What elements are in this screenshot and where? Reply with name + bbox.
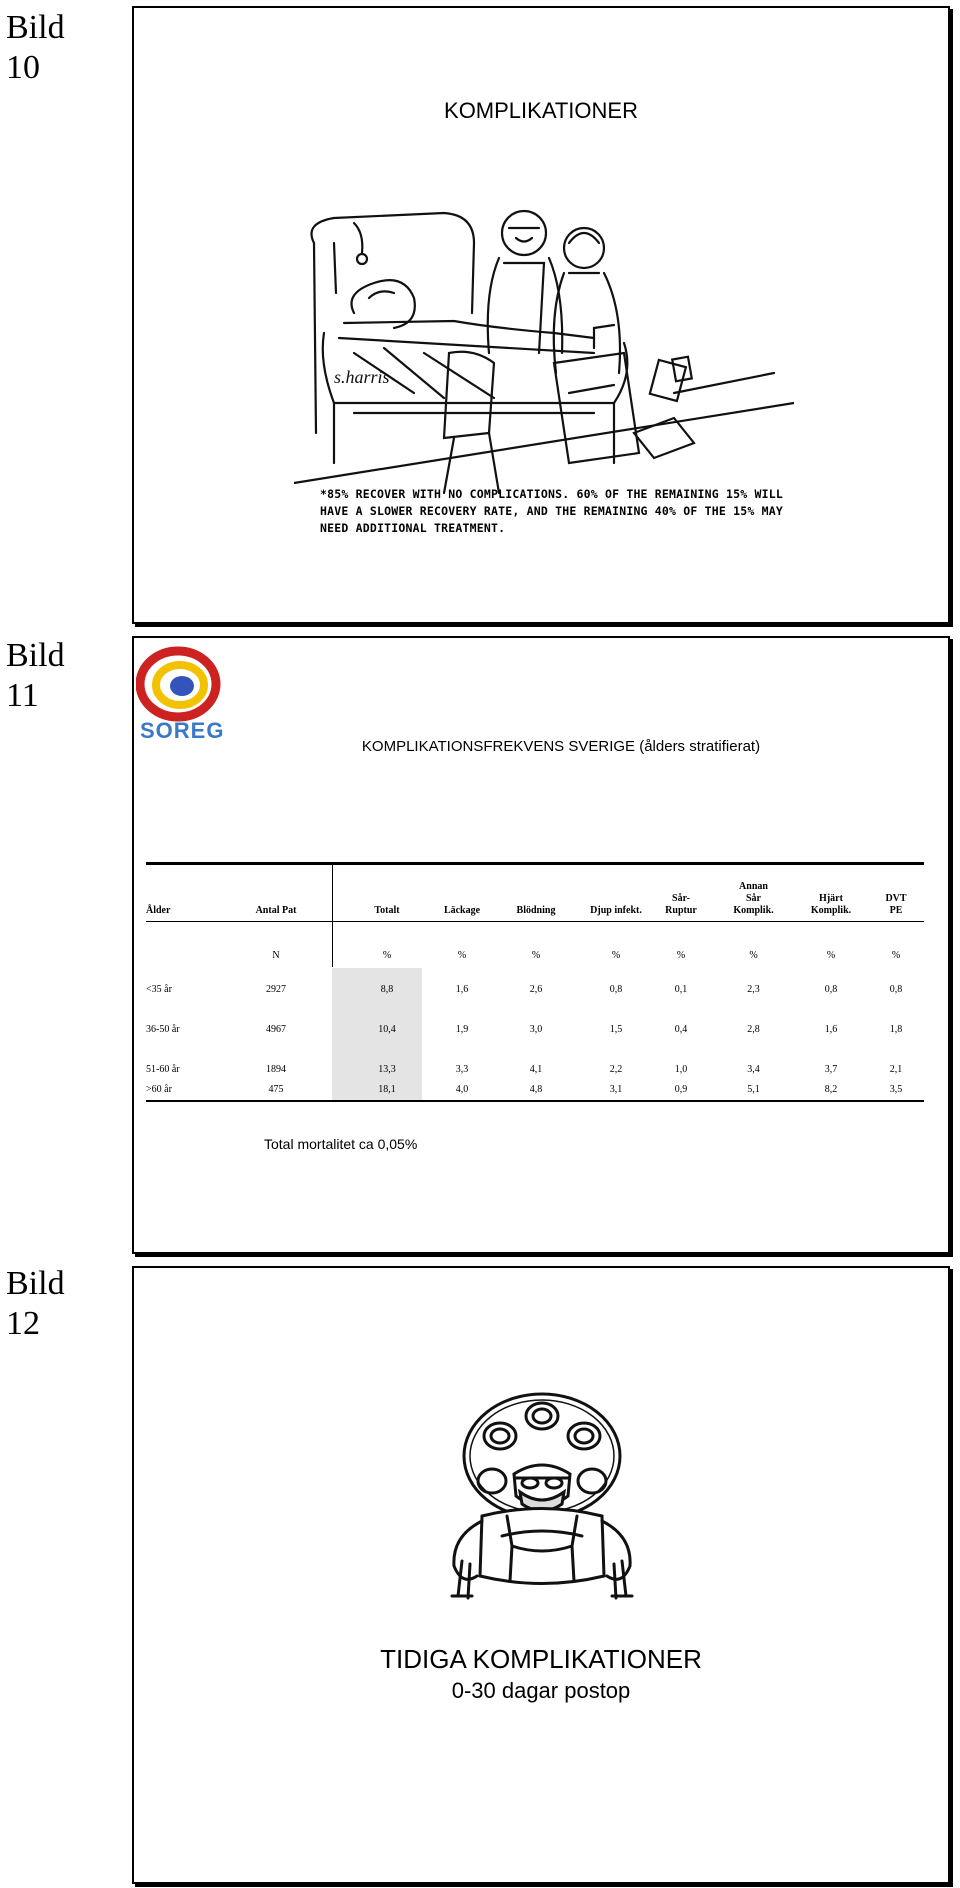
table-row — [146, 1060, 924, 1080]
slide-label-12: Bild 12 — [6, 1265, 65, 1342]
row-value: 8,2 — [824, 1084, 838, 1095]
unit-cell: % — [531, 950, 541, 961]
mortality-footnote: Total mortalitet ca 0,05% — [264, 1136, 418, 1152]
row-value: 0,1 — [674, 984, 688, 995]
row-age: <35 år — [146, 984, 172, 995]
row-value: 2,1 — [889, 1064, 903, 1075]
row-value: 3,7 — [824, 1064, 838, 1075]
soreg-logo-text: SOREG — [140, 718, 225, 743]
row-value: 0,8 — [609, 984, 623, 995]
table-row — [146, 1020, 924, 1040]
complication-table — [146, 862, 924, 1102]
row-value: 4,0 — [455, 1084, 469, 1095]
row-value: 4,8 — [529, 1084, 543, 1095]
row-value: 5,1 — [747, 1084, 760, 1095]
slide-title: TIDIGA KOMPLIKATIONER — [380, 1644, 702, 1674]
row-value: 3,1 — [609, 1084, 623, 1095]
header-cell: Blödning — [516, 905, 556, 916]
row-age: >60 år — [146, 1084, 172, 1095]
row-value: 2,2 — [609, 1064, 623, 1075]
row-value: 3,5 — [889, 1084, 903, 1095]
header-cell: Djup infekt. — [590, 905, 642, 916]
left-vertical-rule — [332, 919, 333, 967]
slide-title: KOMPLIKATIONER — [444, 98, 638, 123]
cartoon-signature: s.harris — [334, 367, 390, 387]
row-value: 1,6 — [455, 984, 469, 995]
table-bottom-rule — [146, 1100, 924, 1102]
slide-12 — [132, 1266, 950, 1884]
header-cell: Antal Pat — [255, 905, 297, 916]
header-cell: Ålder — [146, 905, 171, 916]
row-value: 4,1 — [529, 1064, 543, 1075]
unit-cell: N — [272, 950, 280, 961]
slide-title: KOMPLIKATIONSFREKVENS SVERIGE (ålders stratifierat) — [361, 738, 761, 755]
row-value: 3,3 — [455, 1064, 469, 1075]
unit-cell: % — [891, 950, 901, 961]
unit-cell: % — [382, 950, 392, 961]
row-value: 1,0 — [674, 1064, 688, 1075]
header-cell: Totalt — [374, 905, 400, 916]
row-value: 3,0 — [529, 1024, 543, 1035]
unit-cell: % — [676, 950, 686, 961]
row-value: 8,8 — [380, 984, 394, 995]
table-row — [146, 1080, 924, 1100]
row-value: 1,6 — [824, 1024, 838, 1035]
slide-label-10: Bild 10 — [6, 9, 65, 86]
row-value: 2,8 — [747, 1024, 760, 1035]
row-value: 0,9 — [674, 1084, 688, 1095]
row-value: 0,8 — [824, 984, 838, 995]
row-value: 0,4 — [674, 1024, 688, 1035]
row-value: 10,4 — [378, 1024, 396, 1035]
row-value: 1,5 — [609, 1024, 623, 1035]
header-cell: Läckage — [443, 905, 481, 916]
row-value: 475 — [268, 1084, 284, 1095]
slide-subtitle: 0-30 dagar postop — [451, 1678, 631, 1703]
row-age: 51-60 år — [146, 1064, 180, 1075]
row-value: 2927 — [266, 984, 286, 995]
row-value: 0,8 — [889, 984, 903, 995]
row-value: 1,8 — [889, 1024, 903, 1035]
header-separator — [332, 865, 333, 921]
row-value: 1,9 — [455, 1024, 469, 1035]
row-value: 4967 — [266, 1024, 286, 1035]
row-age: 36-50 år — [146, 1024, 180, 1035]
row-value: 2,6 — [529, 984, 543, 995]
slide-10 — [132, 6, 950, 624]
unit-cell: % — [749, 950, 758, 961]
header-cell: Sår- Ruptur — [665, 893, 697, 916]
cartoon-caption: *85% RECOVER WITH NO COMPLICATIONS. 60% OF THE REMAINING 15% WILL HAVE A SLOWER RECOVERY RATE, AND THE REMAINING 40% OF THE 15% MAY NEED ADDITIONAL TREATMENT. — [320, 487, 784, 535]
table-header-row — [146, 862, 924, 922]
unit-cell: % — [457, 950, 467, 961]
surgeon-illustration — [432, 1386, 652, 1616]
unit-cell: % — [826, 950, 836, 961]
table-row — [146, 980, 924, 1000]
header-cell: DVT PE — [885, 893, 907, 916]
slide-11 — [132, 636, 950, 1254]
row-value: 13,3 — [378, 1064, 396, 1075]
row-value: 18,1 — [378, 1084, 396, 1095]
row-value: 1894 — [266, 1064, 286, 1075]
row-value: 2,3 — [747, 984, 760, 995]
header-cell: Hjärt Komplik. — [810, 893, 852, 916]
unit-cell: % — [611, 950, 621, 961]
row-value: 3,4 — [747, 1064, 760, 1075]
slide-label-11: Bild 11 — [6, 637, 65, 714]
header-cell: Annan Sår Komplik. — [733, 881, 774, 916]
